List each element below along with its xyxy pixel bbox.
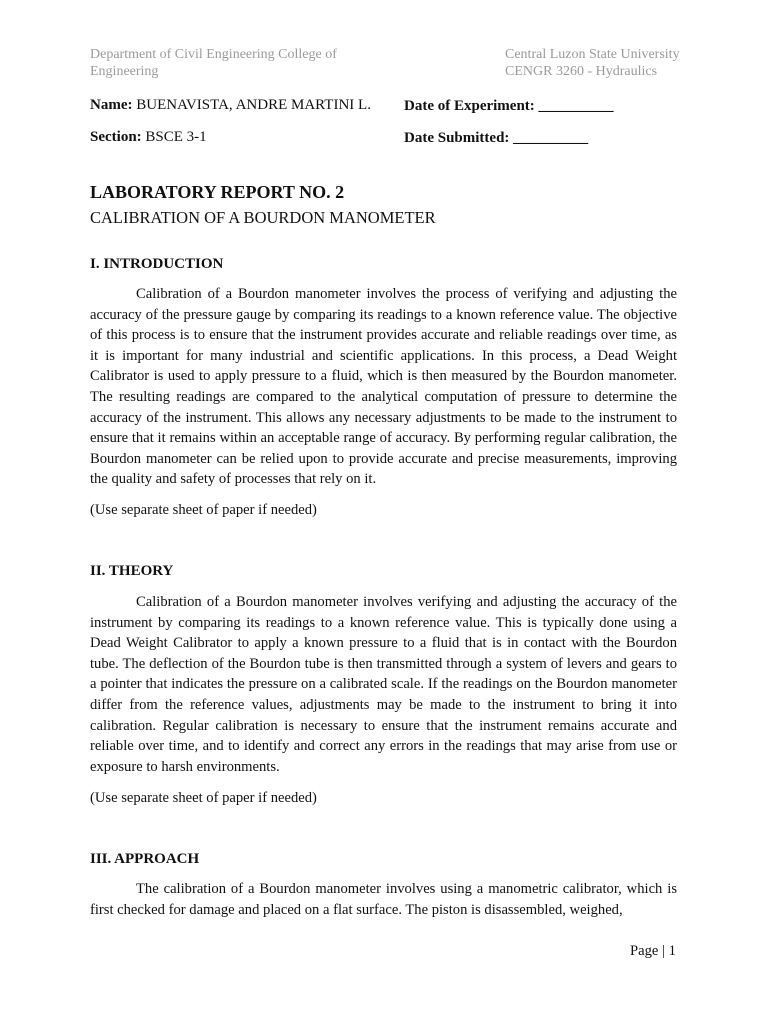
theory-note: (Use separate sheet of paper if needed) bbox=[90, 790, 317, 806]
date-submitted-row bbox=[404, 129, 588, 147]
section-label: Section: bbox=[90, 129, 142, 145]
name-label: Name: bbox=[90, 97, 133, 113]
page-number: Page | 1 bbox=[630, 943, 676, 959]
introduction-note: (Use separate sheet of paper if needed) bbox=[90, 502, 317, 518]
approach-heading: III. APPROACH bbox=[90, 851, 200, 867]
theory-heading: II. THEORY bbox=[90, 563, 174, 579]
date-experiment-row bbox=[404, 97, 614, 115]
date-experiment-label: Date of Experiment: bbox=[404, 98, 535, 114]
header-department-line1: Department of Civil Engineering College of bbox=[90, 47, 337, 62]
section-row bbox=[90, 128, 207, 146]
header-course-line: CENGR 3260 - Hydraulics bbox=[505, 64, 658, 79]
header-department bbox=[90, 46, 337, 80]
report-subtitle: CALIBRATION OF A BOURDON MANOMETER bbox=[90, 208, 436, 227]
report-title: LABORATORY REPORT NO. 2 bbox=[90, 182, 345, 202]
introduction-paragraph: Calibration of a Bourdon manometer involves the process of verifying and adjusting the accuracy of the pressure gauge by comparing its readings to a known reference value. The objective of this process is to ensure that the instrument provides accurate and reliable readings over time, as it is important for many industrial and scientific applications. In this process, a Dead Weight Calibrator is used to apply pressure to a fluid, which is then measured by the Bourdon manometer. The resulting readings are compared to the analytical computation of pressure to determine the accuracy of the instrument. This allows any necessary adjustments to be made to the instrument to ensure that it remains within an acceptable range of accuracy. By performing regular calibration, the Bourdon manometer can be relied upon to provide accurate and precise measurements, improving the quality and safety of processes that rely on it. bbox=[90, 286, 677, 488]
date-submitted-label: Date Submitted: bbox=[404, 130, 510, 146]
header-university-line1: Central Luzon State University bbox=[505, 47, 680, 62]
name-value: BUENAVISTA, ANDRE MARTINI L. bbox=[136, 97, 371, 113]
section-value: BSCE 3-1 bbox=[145, 129, 207, 145]
introduction-heading: I. INTRODUCTION bbox=[90, 256, 224, 272]
date-experiment-value: __________ bbox=[538, 98, 614, 114]
theory-paragraph: Calibration of a Bourdon manometer involves verifying and adjusting the accuracy of the instrument by comparing its readings to a known reference value. This is typically done using a Dead Weight Calibrator to apply a known pressure to a fluid that is in contact with the Bourdon tube. The deflection of the Bourdon tube is then transmitted through a system of levers and gears to a pointer that indicates the pressure on a calibrated scale. If the readings on the Bourdon manometer differ from the reference values, adjustments may be made to the instrument to bring it into calibration. Regular calibration is necessary to ensure that the instrument remains accurate and reliable over time, and to identify and correct any errors in the readings that may arise from use or exposure to harsh environments. bbox=[90, 594, 677, 775]
date-submitted-value: __________ bbox=[513, 130, 589, 146]
header-university bbox=[505, 46, 680, 80]
header-department-line2: Engineering bbox=[90, 64, 159, 79]
name-row bbox=[90, 96, 371, 114]
approach-paragraph: The calibration of a Bourdon manometer involves using a manometric calibrator, which is first checked for damage and placed on a flat surface. The piston is disassembled, weighed, bbox=[90, 881, 677, 918]
